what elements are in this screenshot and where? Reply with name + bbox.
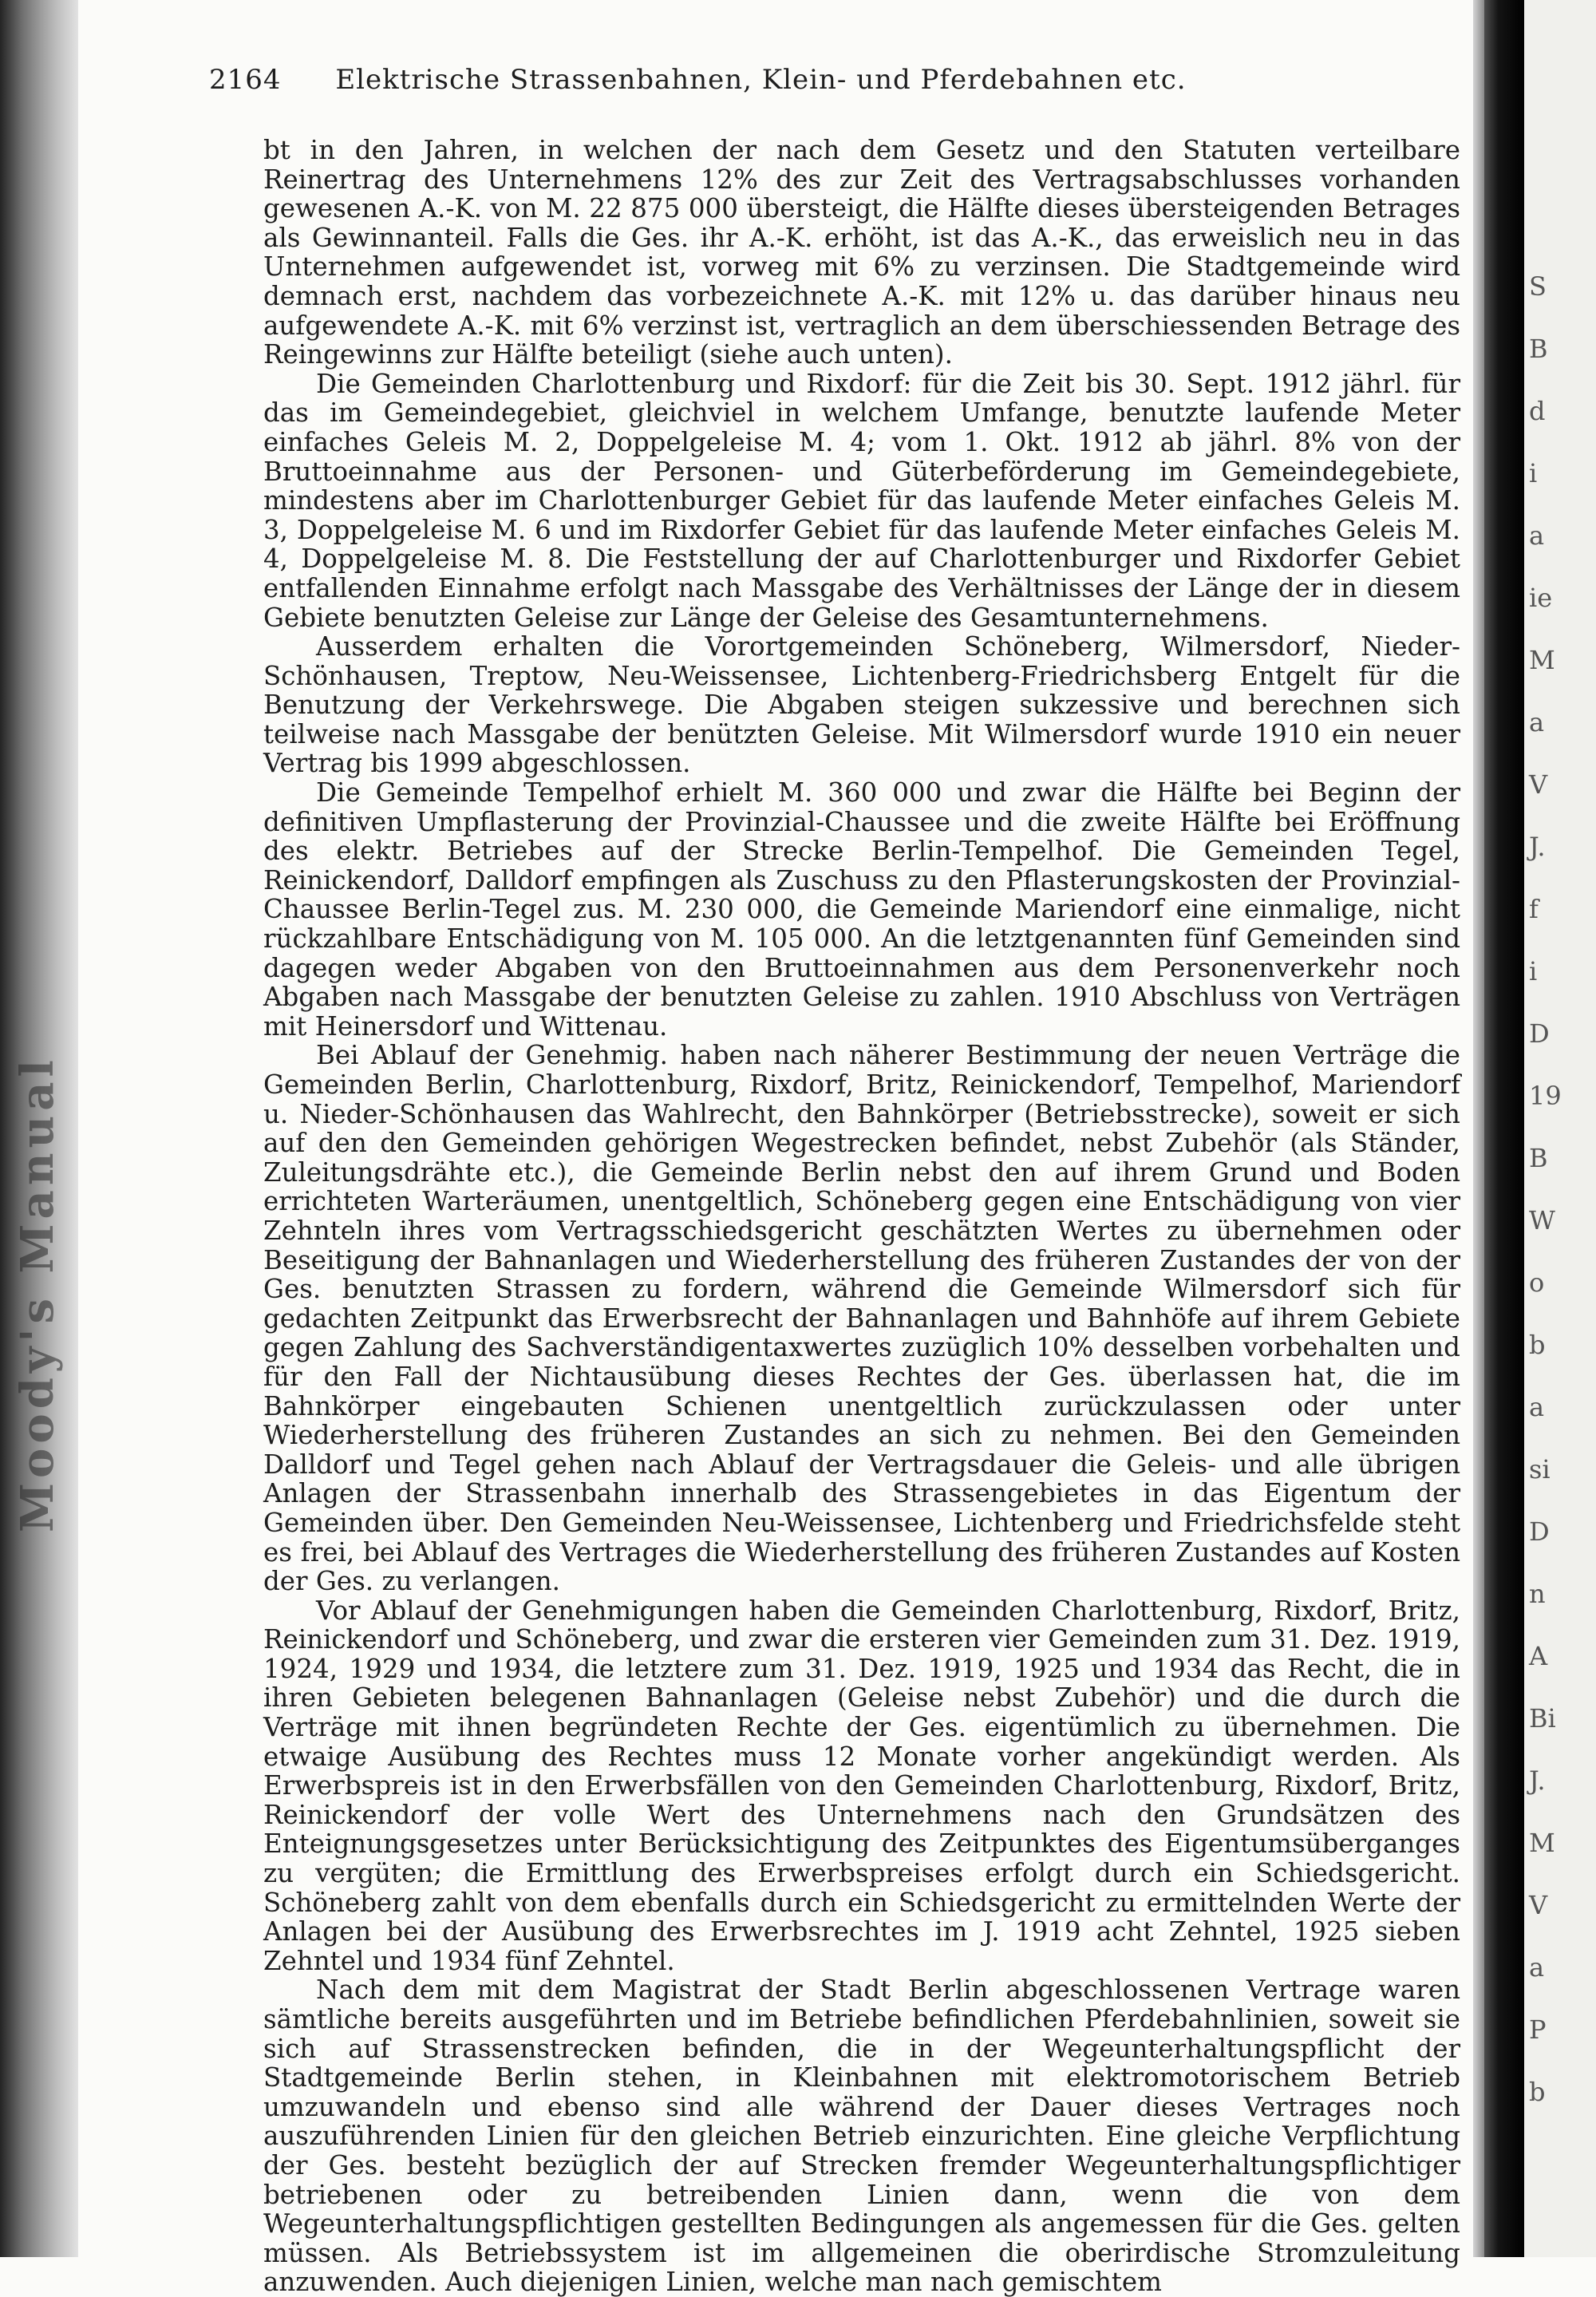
paragraph: Die Gemeinde Tempelhof erhielt M. 360 000 und zwar die Hälfte bei Beginn der definitiven Umpflasterung der Provinzial-Chaussee und die zweite Hälfte bei Eröffnung des elektr. Betriebes auf der Strecke Berlin-Tempelhof. Die Gemeinden Tegel, Reinickendorf, Dalldorf empfingen als Zuschuss zu den Pflasterungskosten der Provinzial-Chaussee Berlin-Tegel zus. M. 230 000, die Gemeinde Mariendorf eine einmalige, nicht rückzahlbare Entschädigung von M. 105 000. An die letztgenannten fünf Gemeinden sind dagegen weder Abgaben von den Bruttoeinnahmen aus dem Personenverkehr noch Abgaben nach Massgabe der benutzten Geleise zu zahlen. 1910 Abschluss von Verträgen mit Heinersdorf und Wittenau. [263, 777, 1460, 1042]
verso-fragment: d [1529, 396, 1546, 426]
verso-fragment: J. [1529, 1765, 1546, 1796]
verso-fragment: ie [1529, 583, 1553, 613]
verso-fragment: b [1529, 2077, 1546, 2107]
verso-fragment: Bi [1529, 1703, 1556, 1734]
paragraph: Ausserdem erhalten die Vorortgemeinden Schöneberg, Wilmersdorf, Nieder-Schönhausen, Treptow, Neu-Weissensee, Lichtenberg-Friedrichsberg Entgelt für die Benutzung der Verkehrswege. Die Abgaben steigen sukzessive und berechnen sich teilweise nach Massgabe der benützten Geleise. Mit Wilmersdorf wurde 1910 ein neuer Vertrag bis 1999 abgeschlossen. [263, 631, 1460, 779]
page-edge-shadow [1473, 0, 1484, 2257]
verso-fragment: f [1529, 894, 1539, 924]
paragraph: Nach dem mit dem Magistrat der Stadt Berlin abgeschlossenen Vertrage waren sämtliche bereits ausgeführten und im Betriebe befindlichen Pferdebahnlinien, soweit sie sich auf Strassenstrecken befinden, die in der Wegeunterhaltungspflicht der Stadtgemeinde Berlin stehen, in Kleinbahnen mit elektromotorischem Betrieb umzuwandeln und ebenso sind alle während der Dauer dieses Vertrages noch auszuführenden Linien für den gleichen Betrieb einzurichten. Eine gleiche Verpflichtung der Ges. besteht bezüglich der auf Strecken fremder Wegeunterhaltungspflichtiger betriebenen oder zu betreibenden Linien dann, wenn die von dem Wegeunterhaltungspflichtigen gestellten Bedingungen als angemessen für die Ges. gelten müssen. Als Betriebssystem ist im allgemeinen die oberirdische Stromzuleitung anzuwenden. Auch diejenigen Linien, welche man nach gemischtem [263, 1975, 1460, 2297]
running-head [209, 64, 1454, 104]
paragraph: Die Gemeinden Charlottenburg und Rixdorf: für die Zeit bis 30. Sept. 1912 jährl. für das im Gemeindegebiet, gleichviel in welchem Umfange, benutzte laufende Meter einfaches Geleis M. 2, Doppelgeleise M. 4; vom 1. Okt. 1912 ab jährl. 8% von der Bruttoeinnahme aus der Personen- und Güterbeförderung im Gemeindegebiete, mindestens aber im Charlottenburger Gebiet für das laufende Meter einfaches Geleis M. 3, Doppelgeleise M. 6 und im Rixdorfer Gebiet für das laufende Meter einfaches Geleis M. 4, Doppelgeleise M. 8. Die Feststellung der auf Charlottenburger und Rixdorfer Gebiet entfallenden Einnahme erfolgt nach Massgabe des Verhältnisses der Länge der in diesem Gebiete benutzten Geleise zur Länge der Geleise des Gesamtunternehmens. [263, 368, 1460, 633]
verso-fragment: a [1529, 1952, 1545, 1983]
verso-fragment: o [1529, 1267, 1545, 1298]
verso-fragment: b [1529, 1330, 1546, 1360]
verso-fragment: a [1529, 520, 1545, 551]
next-page-edge [1484, 0, 1524, 2257]
verso-fragment: V [1529, 769, 1548, 800]
verso-fragment: D [1529, 1018, 1550, 1049]
paragraph-continued: bt in den Jahren, in welchen der nach dem Gesetz und den Statuten verteilbare Reinertrag des Unternehmens 12% des zur Zeit des Vertragsabschlusses vorhanden gewesenen A.-K. von M. 22 875 000 übersteigt, die Hälfte dieses übersteigenden Betrages als Gewinnanteil. Falls die Ges. ihr A.-K. erhöht, ist das A.-K., das erweislich neu in das Unternehmen aufgewendet ist, vorweg mit 6% zu verzinsen. Die Stadtgemeinde wird demnach erst, nachdem das vorbezeichnete A.-K. mit 12% u. das darüber hinaus neu aufgewendete A.-K. mit 6% verzinst ist, vertraglich an dem überschiessenden Betrage des Reingewinns zur Hälfte beteiligt (siehe auch unten). [263, 135, 1460, 370]
verso-fragment: M [1529, 1828, 1555, 1858]
book-binding-gutter [0, 0, 78, 2257]
paragraph: Bei Ablauf der Genehmig. haben nach näherer Bestimmung der neuen Verträge die Gemeinden Berlin, Charlottenburg, Rixdorf, Britz, Reinickendorf, Tempelhof, Mariendorf u. Nieder-Schönhausen das Wahlrecht, den Bahnkörper (Betriebsstrecke), soweit er sich auf den den Gemeinden gehörigen Wegestrecken befindet, nebst Zubehör (als Ständer, Zuleitungsdrähte etc.), die Gemeinde Berlin nebst den auf ihrem Grund und Boden errichteten Warteräumen, unentgeltlich, Schöneberg gegen eine Entschädigung von vier Zehnteln ihres vom Vertragsschiedsgericht geschätzten Wertes zu übernehmen oder Beseitigung der Bahnanlagen und Wiederherstellung des früheren Zustandes der von der Ges. benutzten Strassen zu fordern, während die Gemeinde Wilmersdorf sich für gedachten Zeitpunkt das Erwerbsrecht der Bahnanlagen und Bahnhöfe auf ihrem Gebiete gegen Zahlung des Sachverständigentaxwertes zuzüglich 10% desselben vorbehalten und für den Fall der Nichtausübung dieses Rechtes der Ges. überlassen hat, die im Bahnkörper eingebauten Schienen unentgeltlich zurückzulassen oder unter Wiederherstellung des früheren Zustandes an sich zu nehmen. Bei den Gemeinden Dalldorf und Tegel gehen nach Ablauf der Vertragsdauer die Geleis- und alle übrigen Anlagen der Strassenbahn innerhalb des Strassengebietes in das Eigentum der Gemeinden über. Den Gemeinden Neu-Weissensee, Lichtenberg und Friedrichsfelde steht es frei, bei Ablauf des Vertrages die Wiederherstellung des früheren Zustandes auf Kosten der Ges. zu verlangen. [263, 1040, 1460, 1597]
running-title: Elektrische Strassenbahnen, Klein- und Pferdebahnen etc. [335, 64, 1187, 96]
verso-fragment: A [1529, 1641, 1548, 1671]
verso-fragment: B [1529, 1143, 1548, 1173]
verso-fragment: B [1529, 334, 1548, 364]
body-text [263, 136, 1460, 2297]
verso-fragment: si [1529, 1454, 1551, 1485]
verso-fragment: W [1529, 1205, 1555, 1235]
verso-fragment: i [1529, 956, 1538, 986]
verso-fragment: i [1529, 458, 1538, 488]
verso-fragment: 19 [1529, 1081, 1562, 1111]
verso-fragment: D [1529, 1516, 1550, 1547]
verso-fragment: V [1529, 1890, 1548, 1920]
page-number: 2164 [209, 64, 282, 96]
verso-fragment: M [1529, 645, 1555, 675]
adjacent-page-strip [1524, 0, 1596, 2257]
verso-fragment: a [1529, 1392, 1545, 1422]
paragraph: Vor Ablauf der Genehmigungen haben die Gemeinden Charlottenburg, Rixdorf, Britz, Reinickendorf und Schöneberg, und zwar die ersteren vier Gemeinden zum 31. Dez. 1919, 1924, 1929 und 1934, die letztere zum 31. Dez. 1919, 1925 und 1934 das Recht, die in ihren Gebieten belegenen Bahnanlagen (Geleise nebst Zubehör) und die durch die Verträge mit ihnen begründeten Rechte der Ges. eigentümlich zu übernehmen. Die etwaige Ausübung des Rechtes muss 12 Monate vorher angekündigt werden. Als Erwerbspreis ist in den Erwerbsfällen von den Gemeinden Charlottenburg, Rixdorf, Britz, Reinickendorf der volle Wert des Unternehmens nach den Grundsätzen des Enteignungsgesetzes unter Berücksichtigung des Zeitpunktes des Eigentumsüberganges zu vergüten; die Ermittlung des Erwerbspreises erfolgt durch ein Schiedsgericht. Schöneberg zahlt von dem ebenfalls durch ein Schiedsgericht zu ermittelnden Werte der Anlagen bei der Ausübung des Erwerbsrechtes im J. 1919 acht Zehntel, 1925 sieben Zehntel und 1934 fünf Zehntel. [263, 1595, 1460, 1976]
verso-fragment: a [1529, 707, 1545, 737]
spine-label: Moody's Manual [11, 1055, 64, 1532]
verso-fragment: S [1529, 271, 1547, 302]
verso-fragment: n [1529, 1579, 1546, 1609]
verso-fragment: J. [1529, 832, 1546, 862]
verso-fragment: P [1529, 2014, 1547, 2045]
